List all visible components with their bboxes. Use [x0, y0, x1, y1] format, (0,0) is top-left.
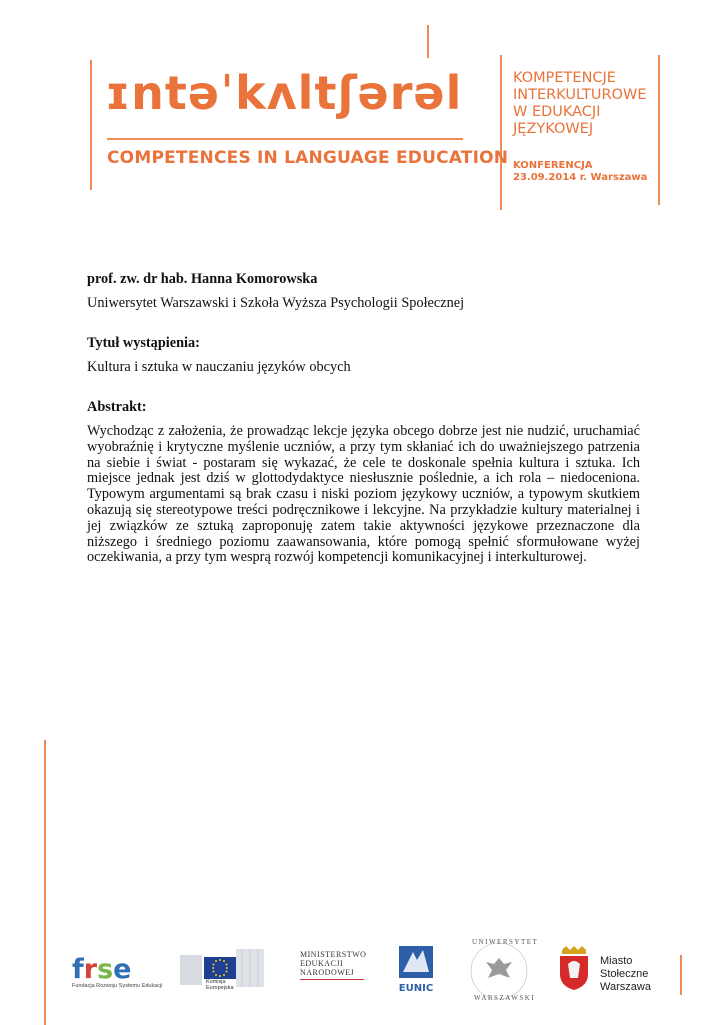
conference-title-line: KOMPETENCJE [513, 70, 616, 86]
men-underline [300, 979, 364, 980]
conference-title [513, 70, 647, 138]
uw-label-bottom: WARSZAWSKI [474, 994, 536, 1002]
frame-line [658, 55, 660, 205]
frame-line [90, 60, 92, 190]
logo-subtitle: COMPETENCES IN LANGUAGE EDUCATION [107, 148, 509, 168]
men-line: EDUKACJI [300, 959, 344, 968]
frse-logo [72, 954, 163, 989]
interkultural-logo: ɪntəˈkʌltʃərəl [105, 66, 463, 120]
men-line: MINISTERSTWO [300, 950, 367, 959]
eunic-logo [398, 946, 434, 994]
ec-caption-line: Komisja [206, 979, 226, 985]
frse-letter: e [113, 954, 132, 985]
speaker-affiliation: Uniwersytet Warszawski i Szkoła Wyższa Psychologii Społecznej [87, 295, 465, 311]
warsaw-crest-icon [556, 944, 592, 992]
uw-logo [468, 938, 539, 1002]
ec-caption-line: Europejska [206, 985, 234, 991]
abstract-text: Wychodząc z założenia, że prowadząc lekcje języka obcego dobrze jest nie nudzić, uruchamiać wyobraźnię i krytyczne myślenie uczniów, a przy tym skłaniać ich do uważniejszego patrzenia na siebie i świat - postaram się wykazać, że cele te doskonale spełnia kultura i sztuka. Ich miejsce jednak jest dziś w glottodydaktyce niesłusznie poślednie, a ich rola – niedoceniona. Typowym argumentami są brak czasu i niski poziom językowy uczniów, a typowym skutkiem okazują się stereotypowe treści podręcznikowe i lekcyjne. Na przykładzie kultury materialnej i jej związków ze sztuką zaproponuję zatem takie aktywności językowe przeznaczone dla niższego i średniego poziomu zaawansowania, które pomogą spełnić sformułowane wyżej oczekiwania, a przy tym wesprą rozwój kompetencji komunikacyjnej i interkulturowej. [87, 423, 640, 566]
uw-label-top: UNIWERSYTET [472, 938, 539, 946]
uw-eagle-icon [468, 940, 530, 1002]
frse-letter: f [72, 954, 84, 985]
frse-letter: s [97, 954, 114, 985]
eunic-label: EUNIC [398, 983, 434, 994]
speaker-name: prof. zw. dr hab. Hanna Komorowska [87, 271, 318, 287]
conference-title-line: JĘZYKOWEJ [513, 121, 594, 137]
men-line: NARODOWEJ [300, 968, 355, 977]
warsaw-line: Stołeczne [600, 968, 649, 980]
talk-title-heading: Tytuł wystąpienia: [87, 335, 200, 351]
eunic-icon [399, 946, 433, 978]
logo-underline [107, 138, 463, 140]
frame-line [500, 55, 502, 210]
warsaw-city-label [600, 955, 651, 994]
conference-label: KONFERENCJA [513, 160, 593, 171]
european-commission-logo [178, 945, 268, 993]
frse-letter: r [83, 954, 98, 985]
conference-title-line: INTERKULTUROWE [513, 87, 647, 103]
ministry-education-logo [300, 950, 366, 980]
frame-line [427, 25, 429, 58]
warsaw-line: Warszawa [600, 981, 651, 993]
frame-line [44, 740, 46, 1025]
frse-caption: Fundacja Rozwoju Systemu Edukacji [72, 983, 163, 989]
warsaw-crest-logo [556, 944, 592, 992]
talk-title: Kultura i sztuka w nauczaniu języków obcych [87, 359, 351, 375]
warsaw-line: Miasto [600, 955, 633, 967]
frame-line [680, 955, 682, 995]
conference-title-line: W EDUKACJI [513, 104, 601, 120]
conference-date: 23.09.2014 r. Warszawa [513, 172, 648, 183]
abstract-heading: Abstrakt: [87, 399, 147, 415]
